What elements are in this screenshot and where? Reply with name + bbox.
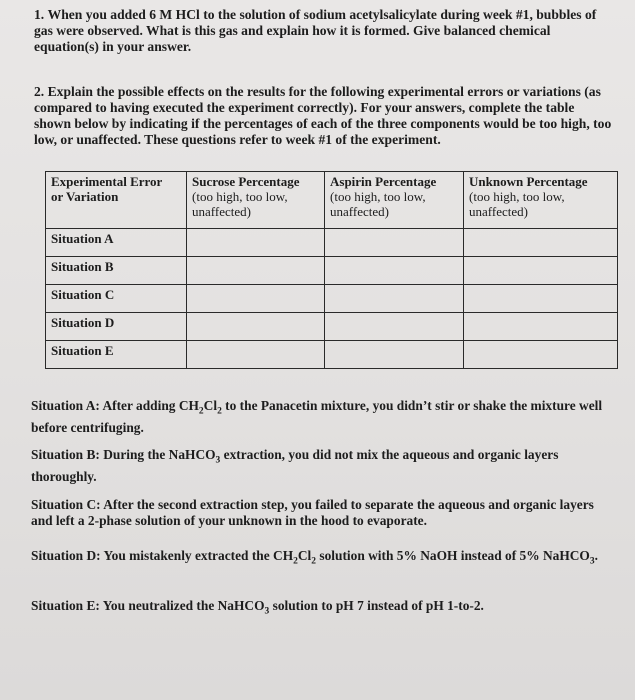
row-label-situation-b: Situation B: [46, 257, 187, 285]
subscript: 2: [311, 556, 317, 567]
situation-d-description: [31, 548, 611, 570]
subscript: 2: [293, 556, 298, 567]
situation-d-label: Situation D:: [31, 548, 101, 563]
header-sucrose-percentage: [187, 172, 325, 229]
subscript: 3: [589, 556, 595, 567]
question-1-text: When you added 6 M HCl to the solution of sodium acetylsalicylate during week #1, bubbles of gas were observed. What is this gas and explain how it is formed. Give balanced chemical equation(s) in your answer.: [34, 7, 597, 54]
table-row: [46, 229, 618, 257]
situation-a-label: Situation A:: [31, 398, 100, 413]
unknown-cell-a[interactable]: [464, 229, 618, 257]
table-row: [46, 341, 618, 369]
header-sub: (too high, too low, unaffected): [469, 189, 565, 219]
header-title: Experimental Error: [51, 174, 163, 189]
situation-c-description: [31, 497, 611, 529]
situation-b-text-1: During the NaHCO: [103, 447, 216, 462]
question-2-number: 2.: [34, 84, 45, 99]
unknown-cell-c[interactable]: [464, 285, 618, 313]
question-1: [34, 7, 614, 55]
subscript: 2: [198, 406, 204, 417]
header-title: Unknown Percentage: [469, 174, 588, 189]
header-sub: (too high, too low, unaffected): [192, 189, 288, 219]
row-label-situation-a: Situation A: [46, 229, 187, 257]
table-row: [46, 257, 618, 285]
subscript: 3: [264, 606, 270, 617]
situation-b-description: [31, 447, 611, 485]
table-header-row: [46, 172, 618, 229]
sucrose-cell-c[interactable]: [187, 285, 325, 313]
table-row: [46, 285, 618, 313]
header-sub: (too high, too low, unaffected): [330, 189, 426, 219]
sucrose-cell-d[interactable]: [187, 313, 325, 341]
aspirin-cell-c[interactable]: [325, 285, 464, 313]
question-1-number: 1.: [34, 7, 45, 22]
header-unknown-percentage: [464, 172, 618, 229]
situation-d-text-4: .: [594, 548, 598, 563]
header-title: Aspirin Percentage: [330, 174, 437, 189]
situation-a-description: [31, 398, 611, 436]
row-label-situation-d: Situation D: [46, 313, 187, 341]
question-2: [34, 84, 614, 148]
situation-a-text-1: After adding CH: [102, 398, 199, 413]
situation-a-text-3: to the Panacetin mixture, you didn’t stir or shake the mixture well before centrifuging.: [31, 398, 603, 435]
header-aspirin-percentage: [325, 172, 464, 229]
results-table: [45, 171, 618, 369]
aspirin-cell-a[interactable]: [325, 229, 464, 257]
situation-c-text: After the second extraction step, you failed to separate the aqueous and organic layers and left a 2-phase solution of your unknown in the hood to evaporate.: [31, 497, 594, 528]
aspirin-cell-b[interactable]: [325, 257, 464, 285]
aspirin-cell-e[interactable]: [325, 341, 464, 369]
unknown-cell-d[interactable]: [464, 313, 618, 341]
sucrose-cell-e[interactable]: [187, 341, 325, 369]
situation-e-text-2: solution to pH 7 instead of pH 1-to-2.: [269, 598, 484, 613]
question-2-text: Explain the possible effects on the results for the following experimental errors or variations (as compared to having executed the experiment correctly). For your answers, complete the table shown below by indicating if the percentages of each of the three components would be too high, too low, or unaffected. These questions refer to week #1 of the experiment.: [34, 84, 612, 147]
header-title: Sucrose Percentage: [192, 174, 300, 189]
row-label-situation-c: Situation C: [46, 285, 187, 313]
aspirin-cell-d[interactable]: [325, 313, 464, 341]
situation-e-description: [31, 598, 611, 620]
situation-b-text-2: extraction, you did not mix the aqueous and organic layers thoroughly.: [31, 447, 559, 484]
situation-a-text-2: Cl: [203, 398, 218, 413]
sucrose-cell-a[interactable]: [187, 229, 325, 257]
situation-d-text-3: solution with 5% NaOH instead of 5% NaHCO: [316, 548, 590, 563]
unknown-cell-e[interactable]: [464, 341, 618, 369]
situation-d-text-2: Cl: [297, 548, 312, 563]
header-experimental-error: [46, 172, 187, 229]
header-sub: or Variation: [51, 189, 119, 204]
row-label-situation-e: Situation E: [46, 341, 187, 369]
subscript: 2: [217, 406, 222, 417]
sucrose-cell-b[interactable]: [187, 257, 325, 285]
situation-c-label: Situation C:: [31, 497, 101, 512]
unknown-cell-b[interactable]: [464, 257, 618, 285]
situation-e-text-1: You neutralized the NaHCO: [102, 598, 265, 613]
subscript: 3: [215, 455, 221, 466]
situation-d-text-1: You mistakenly extracted the CH: [103, 548, 294, 563]
situation-b-label: Situation B:: [31, 447, 100, 462]
table-row: [46, 313, 618, 341]
situation-e-label: Situation E:: [31, 598, 100, 613]
